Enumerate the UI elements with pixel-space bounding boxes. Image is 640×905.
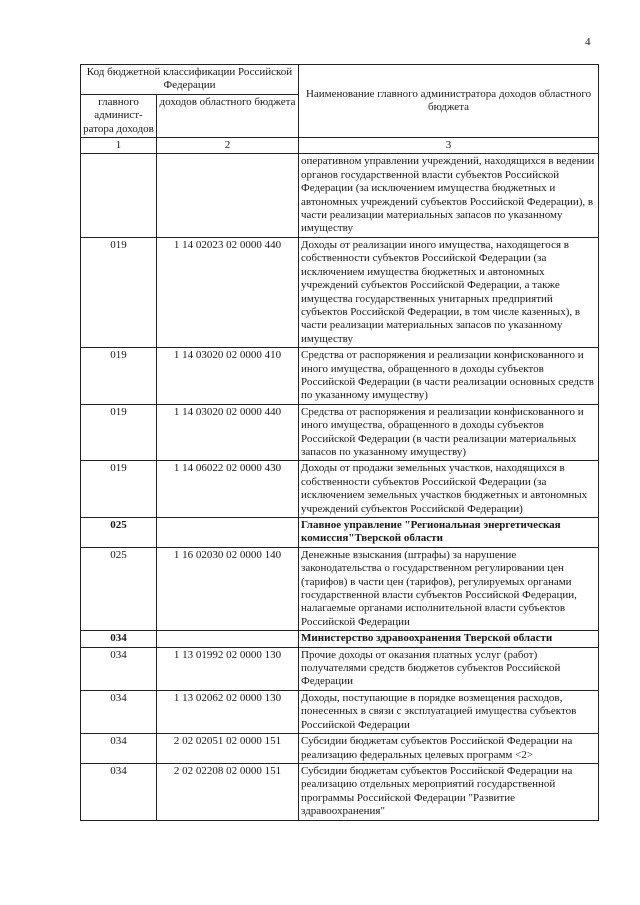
table-row: [81, 763, 599, 820]
revenue-name-cell: Главное управление "Региональная энергетическая комиссия"Тверской области: [299, 518, 599, 548]
revenue-admin-table: [80, 64, 599, 821]
table-row: [81, 647, 599, 690]
admin-code-cell: 019: [81, 404, 157, 461]
revenue-code-cell: [157, 154, 299, 237]
revenue-name-cell: Субсидии бюджетам субъектов Российской Федерации на реализацию федеральных целевых программ <2>: [299, 734, 599, 764]
admin-code-cell: 034: [81, 734, 157, 764]
revenue-code-cell: 1 14 02023 02 0000 440: [157, 237, 299, 347]
table-row: [81, 404, 599, 461]
admin-code-cell: [81, 154, 157, 237]
header-name-column: Наименование главного администратора доходов областного бюджета: [299, 65, 599, 138]
table-row: [81, 690, 599, 733]
admin-code-cell: 034: [81, 631, 157, 647]
table-row: [81, 547, 599, 630]
revenue-code-cell: 1 14 03020 02 0000 410: [157, 348, 299, 405]
page-number: 4: [585, 36, 591, 48]
revenue-code-cell: [157, 631, 299, 647]
revenue-name-cell: Денежные взыскания (штрафы) за нарушение законодательства о государственном регулировании цен (тарифов) в части цен (тарифов), регулируемых органами государственной власти субъектов Российской Федерации, налагаемые органами исполнительной власти субъектов Российской Федерации: [299, 547, 599, 630]
header-code-column: доходов областного бюджета: [157, 94, 299, 137]
column-number-row: [81, 138, 599, 154]
table-row: [81, 237, 599, 347]
table-row: [81, 631, 599, 647]
table-row: [81, 154, 599, 237]
table-row: [81, 461, 599, 518]
admin-code-cell: 019: [81, 348, 157, 405]
revenue-code-cell: [157, 518, 299, 548]
header-budget-code-group: Код бюджетной классификации Российской Федерации: [81, 65, 299, 95]
column-number-1: 1: [81, 138, 157, 154]
revenue-name-cell: Прочие доходы от оказания платных услуг (работ) получателями средств бюджетов субъектов Российской Федерации: [299, 647, 599, 690]
revenue-code-cell: 1 16 02030 02 0000 140: [157, 547, 299, 630]
revenue-code-cell: 2 02 02051 02 0000 151: [157, 734, 299, 764]
admin-code-cell: 034: [81, 763, 157, 820]
table-row: [81, 348, 599, 405]
admin-code-cell: 034: [81, 647, 157, 690]
column-number-3: 3: [299, 138, 599, 154]
revenue-name-cell: Министерство здравоохранения Тверской области: [299, 631, 599, 647]
revenue-code-cell: 2 02 02208 02 0000 151: [157, 763, 299, 820]
revenue-code-cell: 1 14 06022 02 0000 430: [157, 461, 299, 518]
revenue-name-cell: Доходы, поступающие в порядке возмещения расходов, понесенных в связи с эксплуатацией имущества субъектов Российской Федерации: [299, 690, 599, 733]
column-number-2: 2: [157, 138, 299, 154]
revenue-name-cell: Средства от распоряжения и реализации конфискованного и иного имущества, обращенного в доходы субъектов Российской Федерации (в части реализации материальных запасов по указанному имуществу): [299, 404, 599, 461]
revenue-name-cell: оперативном управлении учреждений, находящихся в ведении органов государственной власти субъектов Российской Федерации (за исключением имущества бюджетных и автономных учреждений субъектов Российской Федерации), в части реализации материальных запасов по указанному имуществу: [299, 154, 599, 237]
admin-code-cell: 019: [81, 237, 157, 347]
revenue-code-cell: 1 13 02062 02 0000 130: [157, 690, 299, 733]
revenue-name-cell: Доходы от реализации иного имущества, находящегося в собственности субъектов Российской Федерации (за исключением имущества бюджетных и автономных учреждений субъектов Российской Федерации, а также имущества государственных унитарных предприятий субъектов Российской Федерации, в том числе казенных), в части реализации материальных запасов по указанному имуществу: [299, 237, 599, 347]
revenue-name-cell: Средства от распоряжения и реализации конфискованного и иного имущества, обращенного в доходы субъектов Российской Федерации (в части реализации основных средств по указанному имуществу): [299, 348, 599, 405]
table-row: [81, 518, 599, 548]
revenue-name-cell: Доходы от продажи земельных участков, находящихся в собственности субъектов Российской Федерации (за исключением земельных участков бюджетных и автономных учреждений субъектов Российской Федерации): [299, 461, 599, 518]
admin-code-cell: 019: [81, 461, 157, 518]
header-row: [81, 65, 599, 95]
revenue-code-cell: 1 13 01992 02 0000 130: [157, 647, 299, 690]
admin-code-cell: 025: [81, 547, 157, 630]
header-admin-column: главного админист-ратора доходов: [81, 94, 157, 137]
revenue-code-cell: 1 14 03020 02 0000 440: [157, 404, 299, 461]
admin-code-cell: 034: [81, 690, 157, 733]
revenue-name-cell: Субсидии бюджетам субъектов Российской Федерации на реализацию отдельных мероприятий государственной программы Российской Федерации "Развитие здравоохранения": [299, 763, 599, 820]
admin-code-cell: 025: [81, 518, 157, 548]
table-row: [81, 734, 599, 764]
